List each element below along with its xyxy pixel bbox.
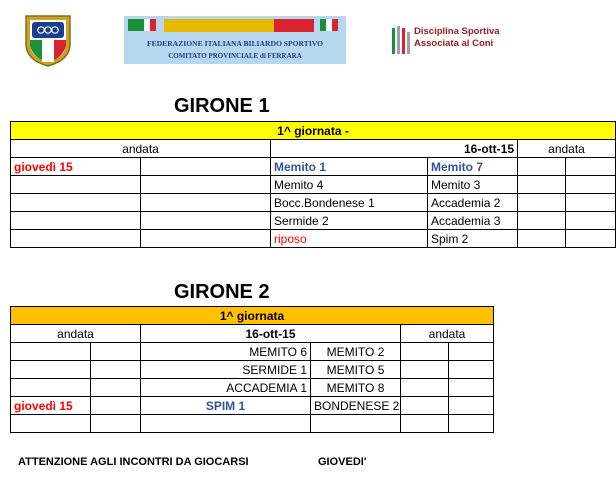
away-team xyxy=(311,415,401,433)
svg-text:FEDERAZIONE ITALIANA BILIARDO: FEDERAZIONE ITALIANA BILIARDO SPORTIVO xyxy=(146,39,324,48)
fibis-logo-icon xyxy=(124,16,346,64)
home-team: riposo xyxy=(271,230,428,248)
dsa-line2a: Associata al xyxy=(414,38,473,49)
match-day xyxy=(11,415,91,433)
footer-notice: ATTENZIONE AGLI INCONTRI DA GIOCARSI xyxy=(18,456,249,468)
home-team: Bocc.Bondenese 1 xyxy=(271,194,428,212)
match-day xyxy=(11,176,141,194)
dsa-line1: Disciplina Sportiva xyxy=(414,26,500,37)
home-team: SERMIDE 1 xyxy=(141,361,311,379)
girone1-andata-left: andata xyxy=(11,140,271,158)
coni-logo-icon xyxy=(22,14,74,68)
home-team: ACCADEMIA 1 xyxy=(141,379,311,397)
table-row xyxy=(11,212,616,230)
girone1-giornata: 1^ giornata - xyxy=(11,122,616,140)
away-team: Accademia 2 xyxy=(428,194,518,212)
match-day xyxy=(11,212,141,230)
away-team: Memito 7 xyxy=(428,158,518,176)
away-team: MEMITO 2 xyxy=(311,343,401,361)
girone2-title: GIRONE 2 xyxy=(174,281,270,303)
table-row xyxy=(11,343,494,361)
girone2-andata-right: andata xyxy=(401,325,494,343)
match-day: giovedì 15 xyxy=(11,158,141,176)
dsa-line2b: Coni xyxy=(472,38,494,49)
away-team: BONDENESE 2 xyxy=(311,397,401,415)
away-team: Accademia 3 xyxy=(428,212,518,230)
away-team: MEMITO 5 xyxy=(311,361,401,379)
girone2-date: 16-ott-15 xyxy=(141,325,401,343)
girone2-andata-left: andata xyxy=(11,325,141,343)
match-day xyxy=(11,194,141,212)
girone2-giornata: 1^ giornata xyxy=(11,307,494,325)
away-team: Spim 2 xyxy=(428,230,518,248)
table-row xyxy=(11,176,616,194)
girone1-title: GIRONE 1 xyxy=(174,95,270,117)
table-row xyxy=(11,397,494,415)
table-row xyxy=(11,158,616,176)
girone1-date: 16-ott-15 xyxy=(271,140,518,158)
footer-day: GIOVEDI' xyxy=(318,456,367,468)
home-team xyxy=(141,415,311,433)
match-day xyxy=(11,379,91,397)
home-team: MEMITO 6 xyxy=(141,343,311,361)
home-team: Memito 4 xyxy=(271,176,428,194)
away-team: Memito 3 xyxy=(428,176,518,194)
home-team: Sermide 2 xyxy=(271,212,428,230)
match-day xyxy=(11,343,91,361)
table-row xyxy=(11,361,494,379)
girone1-table xyxy=(10,121,616,248)
girone2-table xyxy=(10,306,494,433)
svg-text:COMITATO PROVINCIALE di FERRAR: COMITATO PROVINCIALE di FERRARA xyxy=(168,52,302,60)
table-row xyxy=(11,415,494,433)
match-day xyxy=(11,361,91,379)
match-day: giovedì 15 xyxy=(11,397,91,415)
home-team: Memito 1 xyxy=(271,158,428,176)
match-day xyxy=(11,230,141,248)
dsa-coni-logo-icon xyxy=(390,24,510,58)
table-row xyxy=(11,194,616,212)
table-row xyxy=(11,379,494,397)
away-team: MEMITO 8 xyxy=(311,379,401,397)
table-row xyxy=(11,230,616,248)
home-team: SPIM 1 xyxy=(141,397,311,415)
girone1-andata-right: andata xyxy=(518,140,616,158)
